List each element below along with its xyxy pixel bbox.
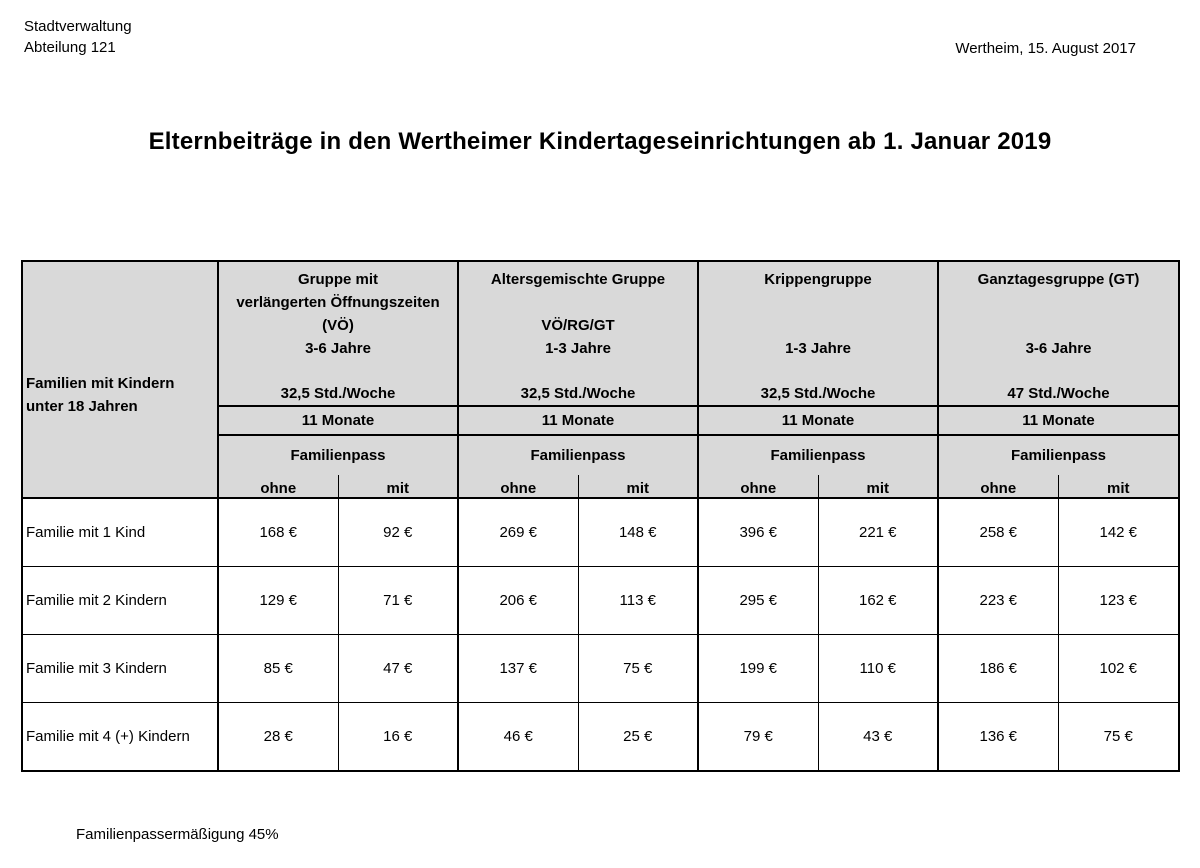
col-header-ohne: ohne	[458, 475, 578, 498]
fee-cell: 46 €	[458, 703, 578, 772]
group-name-line	[699, 291, 937, 314]
fee-cell: 137 €	[458, 635, 578, 703]
fee-cell: 162 €	[818, 567, 938, 635]
fee-cell: 258 €	[938, 498, 1058, 567]
group-hours: 47 Std./Woche	[1007, 385, 1110, 402]
group-name-line: Gruppe mit	[297, 271, 378, 288]
col-header-mit: mit	[818, 475, 938, 498]
fee-cell: 113 €	[578, 567, 698, 635]
fee-cell: 221 €	[818, 498, 938, 567]
group-name-line	[699, 314, 937, 337]
group-months: 11 Monate	[938, 406, 1179, 435]
group-name-line: Krippengruppe	[764, 271, 872, 288]
row-label: Familie mit 4 (+) Kindern	[22, 703, 218, 772]
group-age: 1-3 Jahre	[785, 340, 851, 357]
document-title: Elternbeiträge in den Wertheimer Kindertageseinrichtungen ab 1. Januar 2019	[148, 128, 1052, 155]
group-age: 1-3 Jahre	[545, 340, 611, 357]
table-row	[22, 635, 1179, 703]
fee-cell: 223 €	[938, 567, 1058, 635]
col-header-ohne: ohne	[698, 475, 818, 498]
group-name-line: verlängerten Öffnungszeiten	[236, 294, 440, 311]
group-name-line: VÖ/RG/GT	[541, 317, 615, 334]
group-age: 3-6 Jahre	[305, 340, 371, 357]
stub-header	[22, 261, 218, 498]
group-hours: 32,5 Std./Woche	[760, 385, 876, 402]
group-name-line	[939, 314, 1178, 337]
fee-cell: 148 €	[578, 498, 698, 567]
fee-cell: 142 €	[1058, 498, 1179, 567]
group-name-line: Altersgemischte Gruppe	[490, 271, 666, 288]
fee-cell: 136 €	[938, 703, 1058, 772]
fee-cell: 16 €	[338, 703, 458, 772]
fee-cell: 206 €	[458, 567, 578, 635]
table-row	[22, 703, 1179, 772]
group-months: 11 Monate	[698, 406, 938, 435]
group-header-mixed	[458, 261, 698, 406]
fee-cell: 75 €	[1058, 703, 1179, 772]
fee-cell: 168 €	[218, 498, 338, 567]
group-header-gt	[938, 261, 1179, 406]
col-header-mit: mit	[578, 475, 698, 498]
sender-block	[24, 16, 132, 58]
fee-cell: 43 €	[818, 703, 938, 772]
group-name-line: (VÖ)	[322, 317, 354, 334]
stub-header-line2: unter 18 Jahren	[26, 398, 138, 415]
fee-cell: 110 €	[818, 635, 938, 703]
group-familienpass: Familienpass	[458, 435, 698, 475]
group-familienpass: Familienpass	[698, 435, 938, 475]
fee-cell: 396 €	[698, 498, 818, 567]
fee-cell: 25 €	[578, 703, 698, 772]
stub-header-line1: Familien mit Kindern	[26, 375, 175, 392]
fee-cell: 269 €	[458, 498, 578, 567]
fee-cell: 199 €	[698, 635, 818, 703]
group-age: 3-6 Jahre	[1025, 340, 1092, 357]
table-row	[22, 567, 1179, 635]
place-date: Wertheim, 15. August 2017	[955, 40, 1136, 57]
fee-cell: 71 €	[338, 567, 458, 635]
col-header-mit: mit	[1058, 475, 1179, 498]
footnote: Familienpassermäßigung 45%	[76, 826, 279, 843]
fee-table	[21, 260, 1180, 772]
fee-cell: 123 €	[1058, 567, 1179, 635]
table-row	[22, 498, 1179, 567]
col-header-ohne: ohne	[218, 475, 338, 498]
group-hours: 32,5 Std./Woche	[520, 385, 636, 402]
row-label: Familie mit 2 Kindern	[22, 567, 218, 635]
group-name-line	[939, 291, 1178, 314]
group-months: 11 Monate	[458, 406, 698, 435]
fee-cell: 47 €	[338, 635, 458, 703]
sender-org: Stadtverwaltung	[24, 18, 132, 35]
sender-department: Abteilung 121	[24, 39, 116, 56]
group-name-line: Ganztagesgruppe (GT)	[977, 271, 1140, 288]
col-header-mit: mit	[338, 475, 458, 498]
group-months: 11 Monate	[218, 406, 458, 435]
group-hours: 32,5 Std./Woche	[280, 385, 396, 402]
fee-cell: 295 €	[698, 567, 818, 635]
group-familienpass: Familienpass	[218, 435, 458, 475]
fee-cell: 28 €	[218, 703, 338, 772]
row-label: Familie mit 3 Kindern	[22, 635, 218, 703]
fee-cell: 75 €	[578, 635, 698, 703]
row-label: Familie mit 1 Kind	[22, 498, 218, 567]
col-header-ohne: ohne	[938, 475, 1058, 498]
fee-cell: 85 €	[218, 635, 338, 703]
group-name-line	[459, 291, 697, 314]
group-header-voe	[218, 261, 458, 406]
fee-cell: 186 €	[938, 635, 1058, 703]
group-header-krippe	[698, 261, 938, 406]
group-familienpass: Familienpass	[938, 435, 1179, 475]
fee-cell: 102 €	[1058, 635, 1179, 703]
fee-cell: 79 €	[698, 703, 818, 772]
fee-cell: 129 €	[218, 567, 338, 635]
fee-cell: 92 €	[338, 498, 458, 567]
group-header-row	[22, 261, 1179, 406]
